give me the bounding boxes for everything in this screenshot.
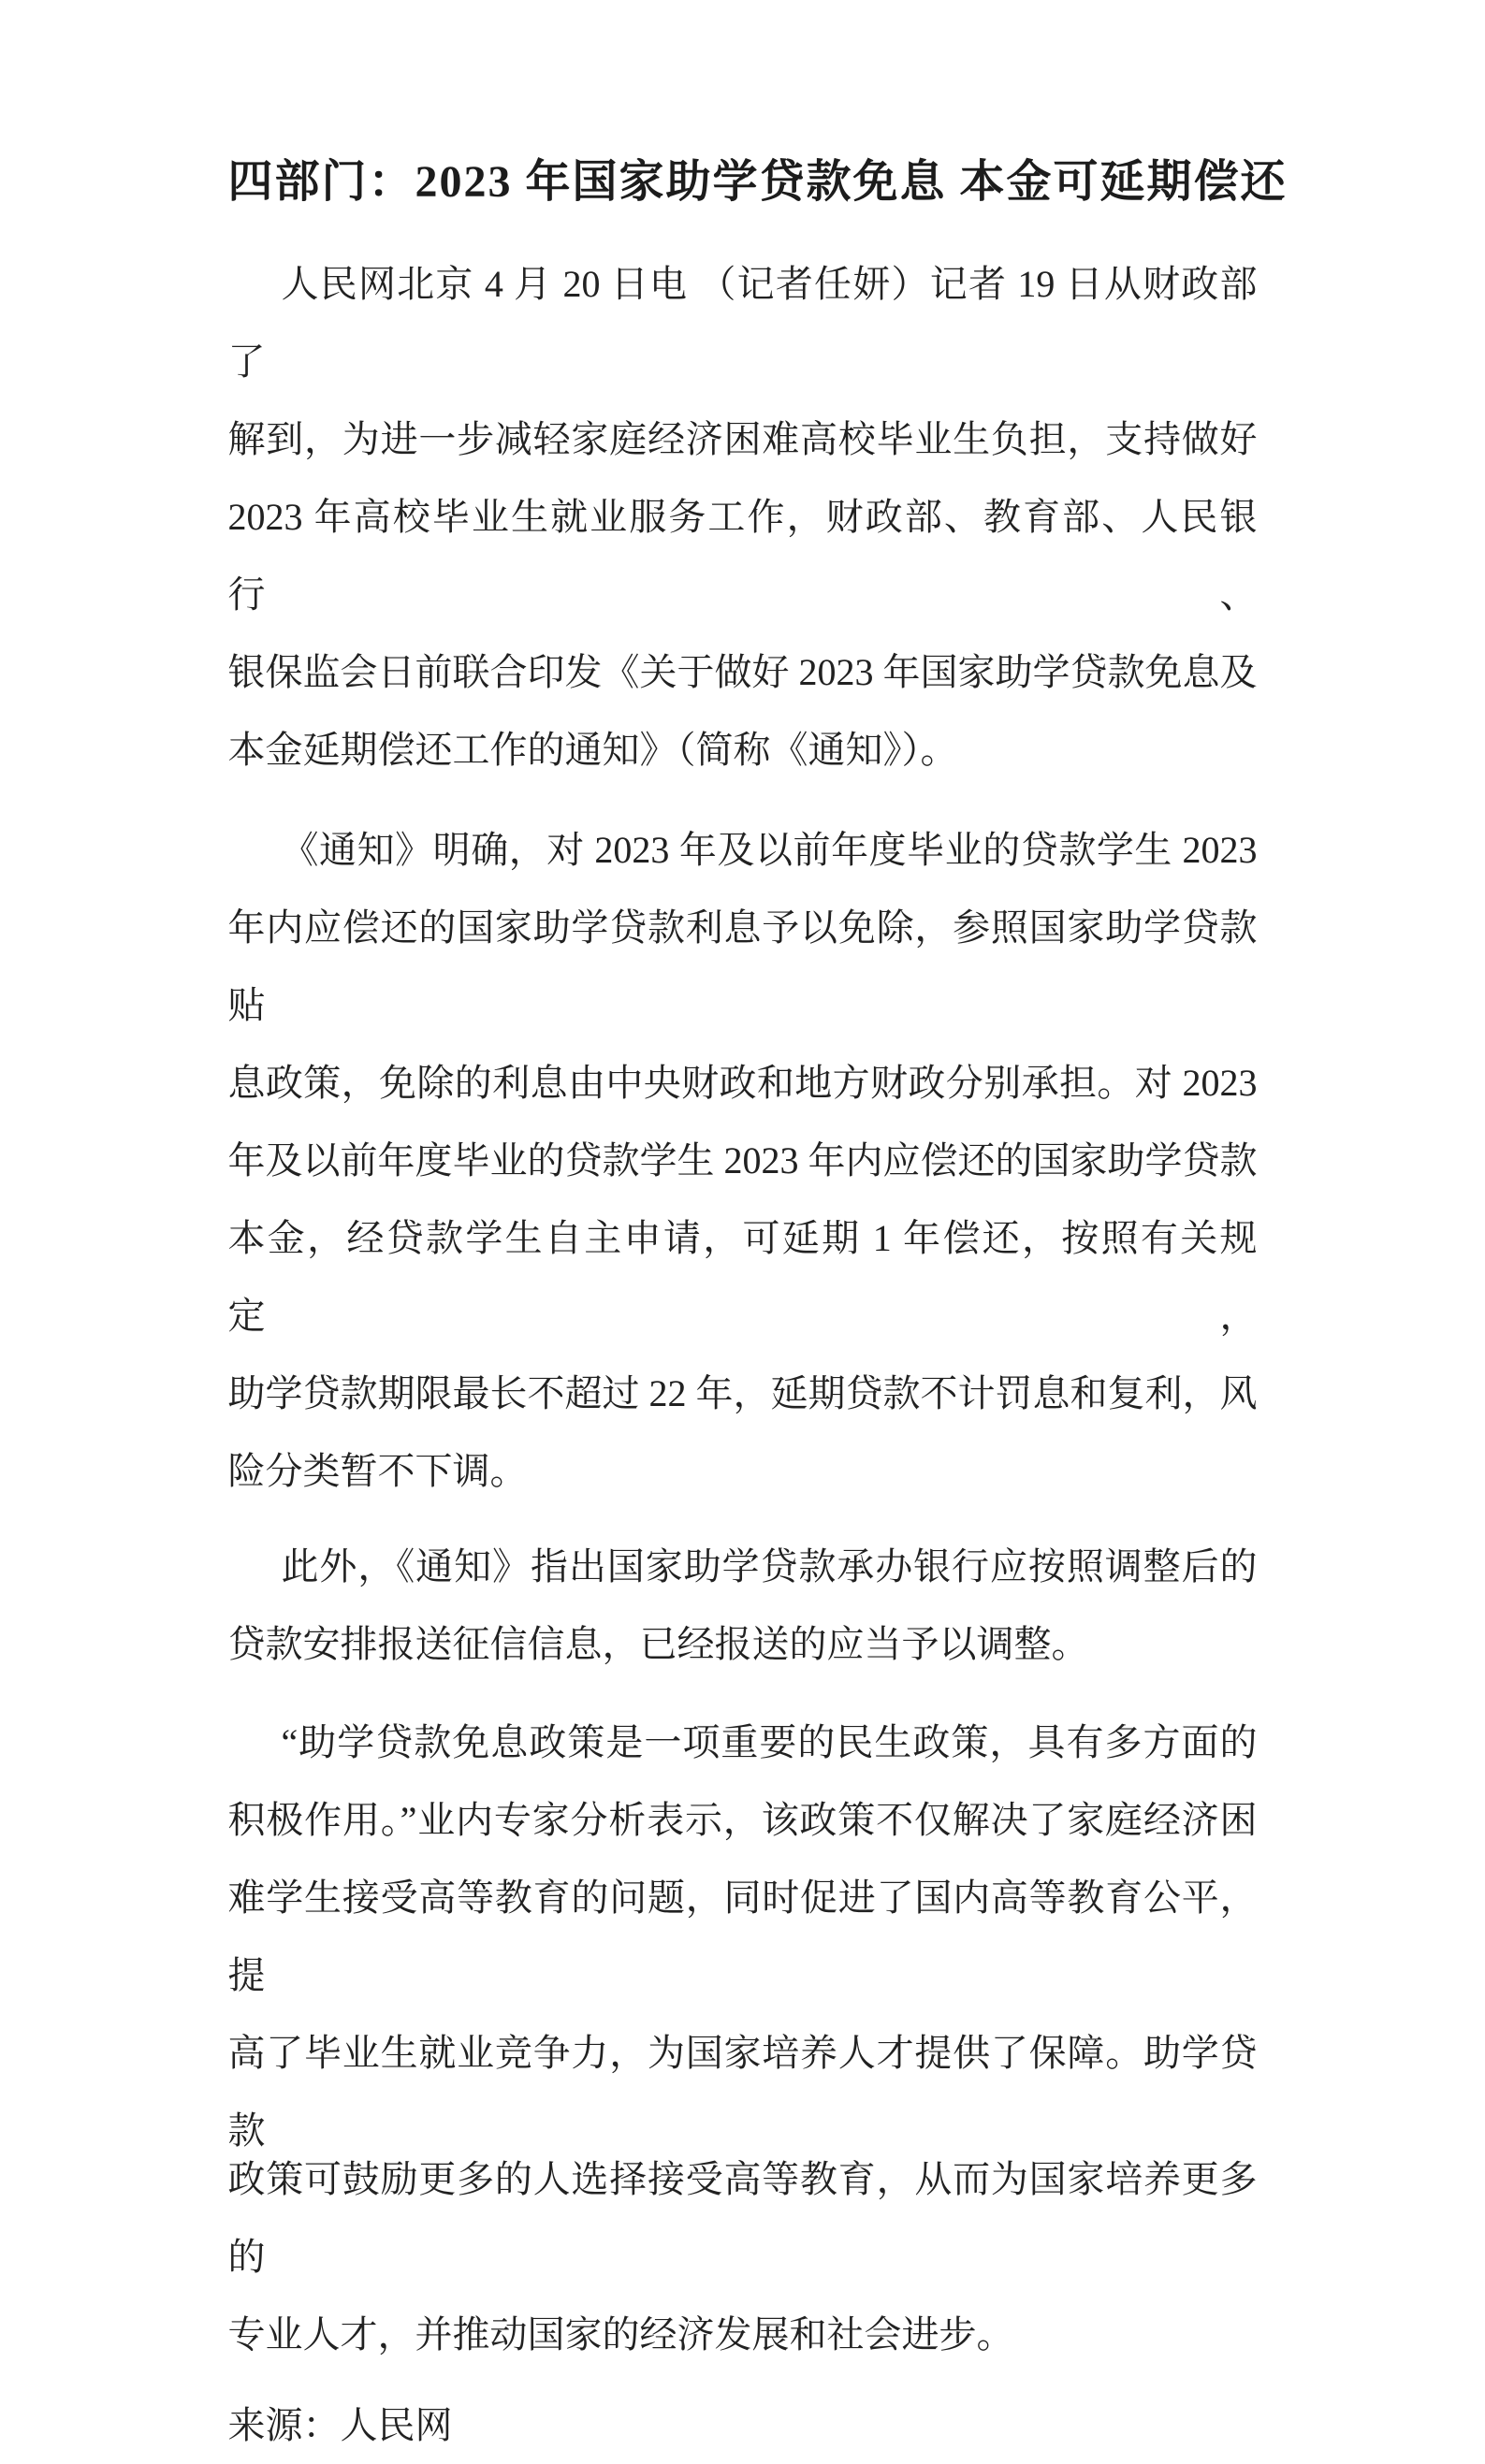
text-line: 贷款安排报送征信信息，已经报送的应当予以调整。 — [227, 1623, 1089, 1665]
text-line: 《通知》明确，对 2023 年及以前年度毕业的贷款学生 2023 — [281, 829, 1258, 871]
paragraph-4 — [228, 1703, 1258, 2373]
text-line: 助学贷款期限最长不超过 22 年，延期贷款不计罚息和复利，风 — [227, 1372, 1258, 1414]
text-line: 政策可鼓励更多的人选择接受高等教育，从而为国家培养更多的 — [227, 2158, 1258, 2278]
text-line: 银保监会日前联合印发《关于做好 2023 年国家助学贷款免息及 — [227, 651, 1258, 693]
text-line: 此外，《通知》指出国家助学贷款承办银行应按照调整后的 — [281, 1545, 1258, 1587]
text-line: “助学贷款免息政策是一项重要的民生政策，具有多方面的 — [281, 1721, 1258, 1763]
text-line: 解到，为进一步减轻家庭经济困难高校毕业生负担，支持做好 — [227, 418, 1258, 460]
article-title: 四部门：2023 年国家助学贷款免息 本金可延期偿还 — [227, 157, 1288, 207]
document-page — [0, 157, 1485, 2446]
text-line: 2023 年高校毕业生就业服务工作，财政部、教育部、人民银行、 — [227, 496, 1258, 616]
text-line: 本金延期偿还工作的通知》（简称《通知》）。 — [227, 729, 958, 771]
paragraph-1 — [228, 245, 1258, 789]
text-line: 险分类暂不下调。 — [227, 1450, 528, 1492]
text-line: 本金，经贷款学生自主申请，可延期 1 年偿还，按照有关规定， — [227, 1217, 1258, 1337]
document-body — [227, 157, 1288, 2464]
text-line: 难学生接受高等教育的问题，同时促进了国内高等教育公平，提 — [227, 1877, 1258, 1996]
text-line: 人民网北京 4 月 20 日电 （记者任妍）记者 19 日从财政部了 — [227, 263, 1258, 383]
text-line: 年及以前年度毕业的贷款学生 2023 年内应偿还的国家助学贷款 — [227, 1139, 1258, 1181]
text-line: 息政策，免除的利息由中央财政和地方财政分别承担。对 2023 — [227, 1062, 1258, 1104]
paragraph-3 — [228, 1528, 1258, 1683]
text-line: 专业人才，并推动国家的经济发展和社会进步。 — [227, 2313, 1014, 2355]
paragraph-2 — [228, 811, 1258, 1510]
text-line: 高了毕业生就业竞争力，为国家培养人才提供了保障。助学贷款 — [227, 2032, 1258, 2152]
text-line: 年内应偿还的国家助学贷款利息予以免除，参照国家助学贷款贴 — [227, 906, 1258, 1026]
source-line: 来源：人民网 — [227, 2404, 453, 2446]
text-line: 积极作用。”业内专家分析表示，该政策不仅解决了家庭经济困 — [227, 1799, 1258, 1841]
